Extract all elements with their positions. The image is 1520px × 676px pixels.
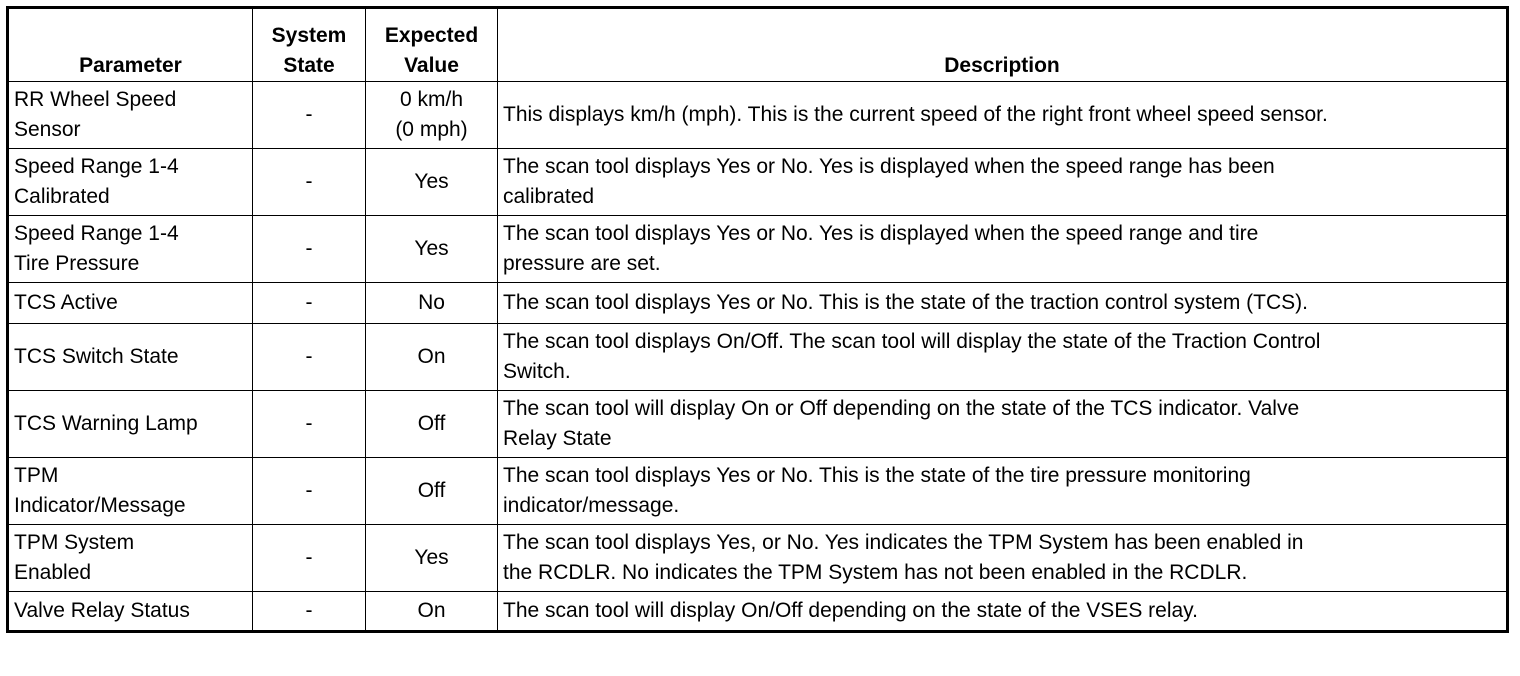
expected-value-cell: Off (366, 458, 498, 525)
system-state-cell: - (253, 82, 366, 149)
table-row (8, 324, 1508, 391)
expected-value-cell: On (366, 592, 498, 632)
description-cell: The scan tool displays Yes or No. Yes is displayed when the speed range and tire pressure are set. (498, 216, 1508, 283)
system-state-cell: - (253, 525, 366, 592)
parameter-table (6, 6, 1509, 633)
parameter-cell: TCS Active (8, 283, 253, 324)
description-cell: The scan tool displays Yes or No. Yes is displayed when the speed range has been calibrated (498, 149, 1508, 216)
system-state-cell: - (253, 592, 366, 632)
header-row (8, 8, 1508, 82)
table-row (8, 82, 1508, 149)
expected-value-cell: No (366, 283, 498, 324)
expected-value-cell: 0 km/h (0 mph) (366, 82, 498, 149)
system-state-cell: - (253, 391, 366, 458)
parameter-cell: TPM System Enabled (8, 525, 253, 592)
expected-value-cell: Yes (366, 525, 498, 592)
parameter-cell: Valve Relay Status (8, 592, 253, 632)
system-state-cell: - (253, 216, 366, 283)
header-expected-value: Expected Value (366, 8, 498, 82)
header-parameter: Parameter (8, 8, 253, 82)
system-state-cell: - (253, 283, 366, 324)
table-row (8, 592, 1508, 632)
expected-value-cell: On (366, 324, 498, 391)
expected-value-cell: Yes (366, 149, 498, 216)
parameter-cell: Speed Range 1-4 Tire Pressure (8, 216, 253, 283)
description-cell: The scan tool displays Yes or No. This is the state of the traction control system (TCS). (498, 283, 1508, 324)
parameter-cell: RR Wheel Speed Sensor (8, 82, 253, 149)
parameter-cell: TCS Switch State (8, 324, 253, 391)
table-row (8, 458, 1508, 525)
system-state-cell: - (253, 324, 366, 391)
description-cell: The scan tool will display On or Off depending on the state of the TCS indicator. Valve Relay State (498, 391, 1508, 458)
header-description: Description (498, 8, 1508, 82)
description-cell: The scan tool displays On/Off. The scan tool will display the state of the Traction Control Switch. (498, 324, 1508, 391)
system-state-cell: - (253, 149, 366, 216)
description-cell: The scan tool displays Yes or No. This is the state of the tire pressure monitoring indicator/message. (498, 458, 1508, 525)
parameter-cell: Speed Range 1-4 Calibrated (8, 149, 253, 216)
parameter-cell: TCS Warning Lamp (8, 391, 253, 458)
expected-value-cell: Off (366, 391, 498, 458)
table-row (8, 283, 1508, 324)
table-row (8, 149, 1508, 216)
description-cell: This displays km/h (mph). This is the current speed of the right front wheel speed sensor. (498, 82, 1508, 149)
expected-value-cell: Yes (366, 216, 498, 283)
header-system-state: System State (253, 8, 366, 82)
description-cell: The scan tool displays Yes, or No. Yes indicates the TPM System has been enabled in the RCDLR. No indicates the TPM System has not been enabled in the RCDLR. (498, 525, 1508, 592)
description-cell: The scan tool will display On/Off depending on the state of the VSES relay. (498, 592, 1508, 632)
table-row (8, 216, 1508, 283)
table-row (8, 391, 1508, 458)
parameter-cell: TPM Indicator/Message (8, 458, 253, 525)
system-state-cell: - (253, 458, 366, 525)
table-row (8, 525, 1508, 592)
